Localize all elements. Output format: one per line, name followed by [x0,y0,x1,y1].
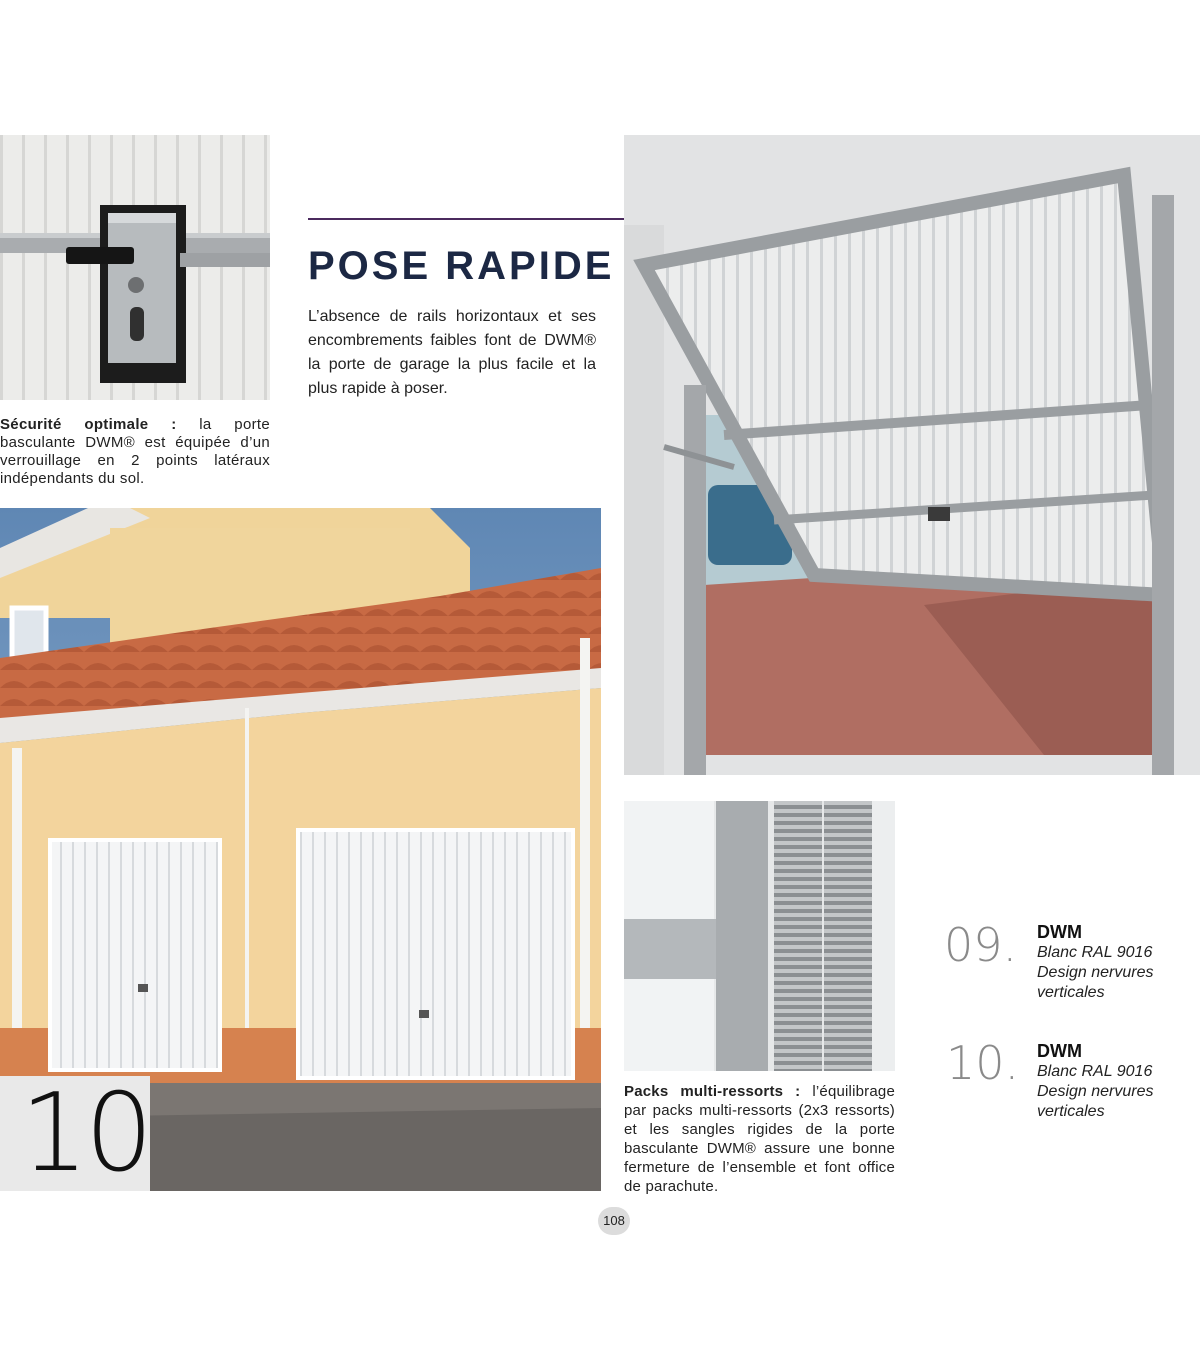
product-item-10 [946,1036,1020,1090]
product-name: DWM [1037,1041,1082,1061]
security-caption-text: la porte basculante DWM® est équipée d’un verrouillage en 2 points latéraux indépendants du sol. [0,416,270,487]
product-name: DWM [1037,922,1082,942]
product-number: 09. [944,918,1018,972]
product-color: Blanc RAL 9016 [1037,944,1153,961]
product-design: verticales [1037,1103,1105,1120]
springs-caption-text: l’équilibrage par packs multi-ressorts (2x3 ressorts) et les sangles rigides de la porte basculante DWM® assure une bonne fermeture de l’ensemble et font office de parachute. [624,1083,895,1195]
intro-paragraph: L’absence de rails horizontaux et ses encombrements faibles font de DWM® la porte de garage la plus facile et la plus rapide à poser. [308,308,596,397]
product-number: 10. [946,1036,1020,1090]
springs-photo [624,801,895,1071]
page-title: POSE RAPIDE [308,244,615,288]
badge-number: 10 [20,1071,150,1196]
springs-caption [624,1082,895,1196]
product-design: Design nervures [1037,964,1154,981]
product-design: Design nervures [1037,1083,1154,1100]
product-design: verticales [1037,984,1105,1001]
product-color: Blanc RAL 9016 [1037,1063,1153,1080]
springs-caption-label: Packs multi-ressorts : [624,1083,801,1100]
page-number: 108 [598,1207,630,1235]
open-garage-door-photo [624,135,1200,775]
product-number-badge [0,1071,150,1196]
product-item-09 [944,918,1018,972]
springs-illustration [624,801,895,1071]
product-details-09 [1037,922,1197,1003]
open-door-illustration [624,135,1200,775]
product-details-10 [1037,1041,1197,1122]
security-caption [0,416,270,488]
lock-photo [0,135,270,400]
lock-illustration [0,135,270,400]
security-caption-label: Sécurité optimale : [0,416,177,433]
